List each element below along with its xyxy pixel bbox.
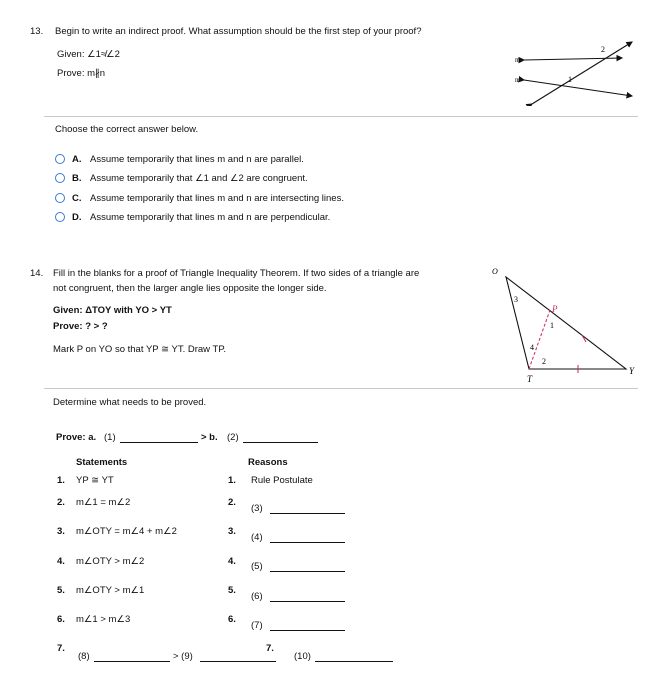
row-number: 6. — [57, 614, 65, 625]
label-t: T — [527, 374, 533, 384]
prove-gt: > b. — [201, 432, 218, 443]
reason-number: 3. — [228, 526, 236, 537]
option-text: Assume temporarily that ∠1 and ∠2 are congruent. — [90, 173, 308, 184]
row-statement: m∠OTY > m∠1 — [76, 585, 145, 596]
row-number: 3. — [57, 526, 65, 537]
row-number: 2. — [57, 497, 65, 508]
label-y: Y — [629, 366, 635, 376]
blank-10-label: (10) — [294, 651, 311, 662]
blank-5-label: (5) — [251, 561, 263, 572]
blank-3-label: (3) — [251, 503, 263, 514]
row-number: 1. — [57, 475, 65, 486]
label-angle2: 2 — [601, 45, 605, 54]
q14-mark-instruction: Mark P on YO so that YP ≅ YT. Draw TP. — [53, 344, 227, 355]
blank-2[interactable] — [243, 442, 318, 443]
q14-triangle-figure — [488, 262, 640, 386]
blank-9[interactable] — [200, 661, 276, 662]
reasons-header: Reasons — [248, 457, 288, 468]
row-statement: m∠1 = m∠2 — [76, 497, 131, 508]
q14-number: 14. — [30, 268, 44, 279]
blank-5[interactable] — [270, 571, 345, 572]
radio-d[interactable] — [55, 212, 65, 222]
blank-7[interactable] — [270, 630, 345, 631]
row-statement: m∠1 > m∠3 — [76, 614, 131, 625]
blank-10[interactable] — [315, 661, 393, 662]
reason-number: 5. — [228, 585, 236, 596]
row-statement: YP ≅ YT — [76, 475, 114, 486]
transversal-line — [532, 42, 632, 104]
row-number: 7. — [57, 643, 65, 654]
blank-6-label: (6) — [251, 591, 263, 602]
segment-tp — [529, 310, 550, 369]
q13-number: 13. — [30, 26, 44, 37]
prove-label: Prove: a. — [56, 432, 97, 443]
divider — [44, 116, 638, 117]
option-letter: A. — [72, 154, 82, 165]
q13-given: Given: ∠1≉∠2 — [57, 49, 120, 60]
reason-number: 2. — [228, 497, 236, 508]
statements-header: Statements — [76, 457, 128, 468]
divider — [44, 388, 638, 389]
q13-figure — [510, 38, 638, 106]
radio-c[interactable] — [55, 193, 65, 203]
reason-number: 6. — [228, 614, 236, 625]
triangle-toy — [506, 277, 626, 369]
q13-question: Begin to write an indirect proof. What assumption should be the first step of your proof? — [55, 26, 422, 37]
blank-3[interactable] — [270, 513, 345, 514]
label-angle4: 4 — [530, 343, 534, 352]
row-statement: m∠OTY = m∠4 + m∠2 — [76, 526, 177, 537]
row-number: 5. — [57, 585, 65, 596]
q13-prove: Prove: m∦n — [57, 68, 106, 79]
label-n: n — [515, 76, 519, 84]
option-text: Assume temporarily that lines m and n are intersecting lines. — [90, 193, 344, 204]
blank-2-label: (2) — [227, 432, 239, 443]
label-angle1: 1 — [550, 321, 554, 330]
q13-instruction: Choose the correct answer below. — [55, 124, 199, 135]
option-text: Assume temporarily that lines m and n are perpendicular. — [90, 212, 331, 223]
label-o: O — [492, 267, 498, 276]
line-n — [524, 80, 632, 96]
q14-given: Given: ΔTOY with YO > YT — [53, 305, 172, 316]
blank-8-label: (8) — [78, 651, 90, 662]
line-m — [524, 58, 622, 60]
label-angle3: 3 — [514, 295, 518, 304]
radio-b[interactable] — [55, 173, 65, 183]
reason-number: 7. — [266, 643, 274, 654]
row-statement: m∠OTY > m∠2 — [76, 556, 145, 567]
blank-4-label: (4) — [251, 532, 263, 543]
blank-1[interactable] — [120, 442, 198, 443]
row7-gt: > (9) — [173, 651, 193, 662]
blank-7-label: (7) — [251, 620, 263, 631]
option-letter: C. — [72, 193, 82, 204]
reason-number: 1. — [228, 475, 236, 486]
row-number: 4. — [57, 556, 65, 567]
label-m: m — [515, 56, 521, 64]
q14-instruction: Determine what needs to be proved. — [53, 397, 207, 408]
blank-6[interactable] — [270, 601, 345, 602]
label-angle1: 1 — [568, 75, 572, 84]
blank-8[interactable] — [94, 661, 170, 662]
reason-number: 4. — [228, 556, 236, 567]
option-letter: D. — [72, 212, 82, 223]
label-p: P — [552, 304, 558, 314]
q14-question-line2: not congruent, then the larger angle lies opposite the longer side. — [53, 283, 327, 294]
radio-a[interactable] — [55, 154, 65, 164]
option-text: Assume temporarily that lines m and n are parallel. — [90, 154, 304, 165]
row-reason: Rule Postulate — [251, 475, 313, 486]
q14-prove: Prove: ? > ? — [53, 321, 108, 332]
q14-question-line1: Fill in the blanks for a proof of Triangle Inequality Theorem. If two sides of a triangle are — [53, 268, 420, 279]
label-angle2: 2 — [542, 357, 546, 366]
blank-1-label: (1) — [104, 432, 116, 443]
blank-4[interactable] — [270, 542, 345, 543]
option-letter: B. — [72, 173, 82, 184]
